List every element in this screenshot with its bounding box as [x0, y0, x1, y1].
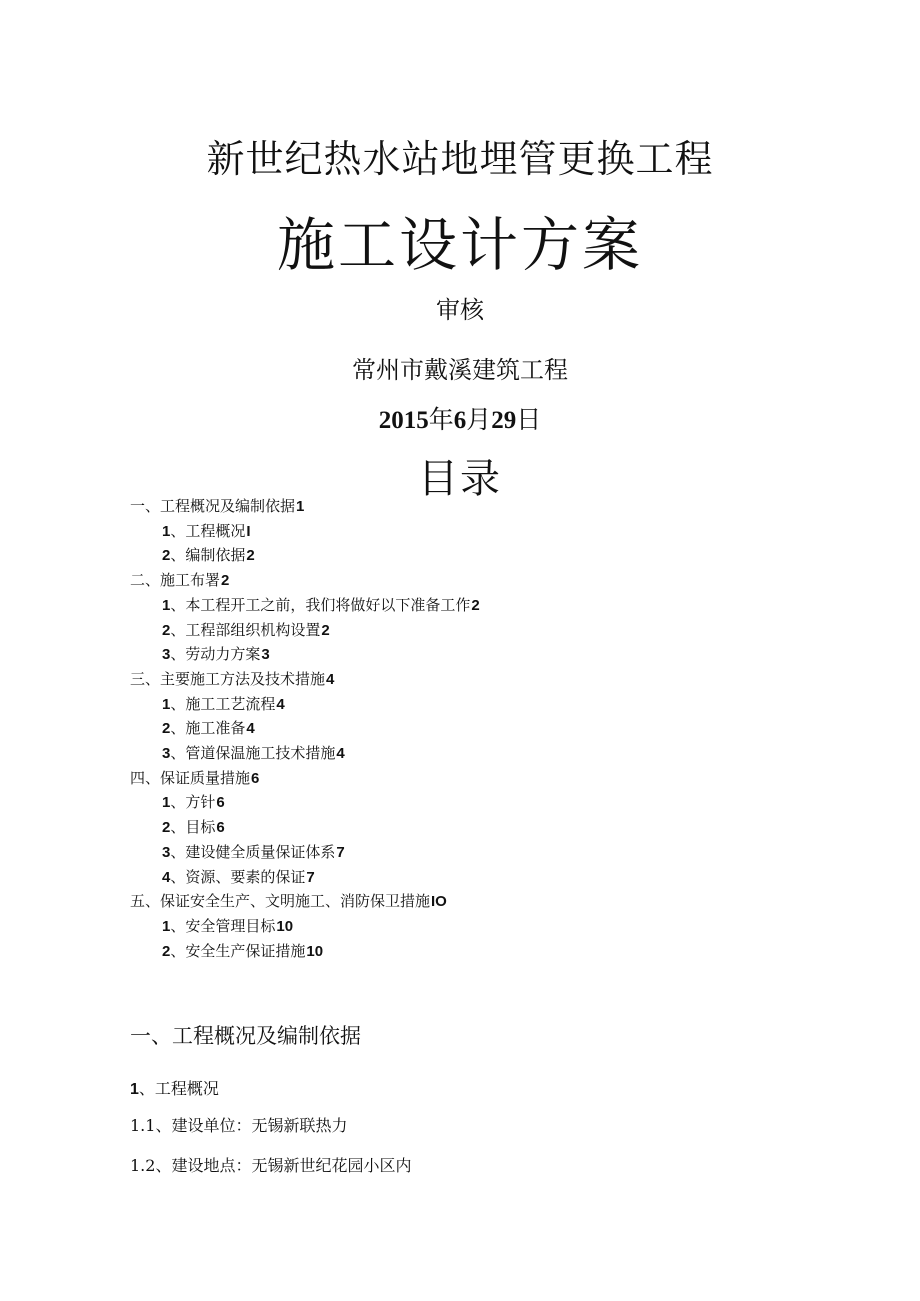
toc-entry-number: 1 — [162, 596, 171, 614]
date-day: 29 — [491, 407, 517, 434]
toc-entry-title: 、工程概况 — [170, 521, 246, 540]
toc-entry[interactable] — [162, 842, 345, 863]
toc-entry-page: 4 — [246, 720, 255, 738]
toc-entry[interactable] — [130, 768, 259, 789]
toc-entry[interactable] — [162, 941, 323, 962]
review-label: 审核 — [436, 296, 484, 324]
toc-entry-title: 二、施工布署 — [130, 571, 221, 590]
toc-entry-number: 1 — [162, 695, 171, 713]
toc-entry-page: IO — [431, 893, 447, 911]
toc-entry-number: 1 — [162, 522, 171, 540]
toc-entry-title: 三、主要施工方法及技术措施 — [130, 669, 326, 688]
toc-entry-page: 2 — [221, 572, 230, 590]
toc-entry-page: 2 — [246, 547, 255, 565]
toc-entry[interactable] — [162, 644, 270, 665]
toc-entry[interactable] — [162, 916, 293, 937]
document-date — [0, 400, 920, 436]
toc-entry[interactable] — [130, 669, 334, 690]
toc-entry[interactable] — [162, 545, 255, 566]
toc-entry-page: 10 — [306, 942, 324, 960]
toc-entry-title: 、本工程开工之前，我们将做好以下准备工作 — [170, 595, 471, 614]
toc-entry[interactable] — [162, 817, 225, 838]
toc-entry[interactable] — [130, 496, 304, 517]
toc-entry-title: 五、保证安全生产、文明施工、消防保卫措施 — [130, 892, 431, 911]
date-year-char: 年 — [428, 405, 454, 434]
toc-entry-title: 四、保证质量措施 — [130, 768, 251, 787]
toc-entry-number: 1 — [162, 794, 171, 812]
toc-entry-page: 3 — [261, 646, 270, 664]
toc-entry[interactable] — [162, 521, 251, 542]
toc-entry[interactable] — [162, 718, 255, 739]
toc-entry[interactable] — [130, 570, 229, 591]
toc-entry-page: 7 — [336, 843, 345, 861]
company-name: 常州市戴溪建筑工程 — [352, 356, 568, 384]
subsection-heading — [130, 1076, 219, 1099]
toc-entry-number: 2 — [162, 942, 171, 960]
section-heading: 一、工程概况及编制依据 — [130, 1024, 361, 1048]
toc-entry-title: 、目标 — [170, 818, 216, 837]
toc-entry-title: 、安全管理目标 — [170, 916, 276, 935]
toc-entry-number: 2 — [162, 547, 171, 565]
toc-entry[interactable] — [162, 620, 330, 641]
toc-entry-page: 2 — [321, 621, 330, 639]
toc-entry-title: 、建设健全质量保证体系 — [170, 842, 336, 861]
toc-entry[interactable] — [162, 694, 285, 715]
toc-entry-number: 2 — [162, 720, 171, 738]
date-year: 2015 — [378, 407, 429, 434]
toc-entry-title: 、工程部组织机构设置 — [170, 620, 321, 639]
toc-entry-number: 3 — [162, 843, 171, 861]
plan-title: 施工设计方案 — [276, 211, 643, 279]
toc-entry-page: 4 — [276, 695, 285, 713]
toc-entry-page: 10 — [276, 917, 294, 935]
date-month: 6 — [453, 407, 467, 434]
toc-entry-title: 、施工准备 — [170, 719, 246, 738]
toc-entry-page: 7 — [306, 868, 315, 886]
toc-title: 目录 — [418, 456, 502, 502]
toc-entry-number: 2 — [162, 621, 171, 639]
date-day-char: 日 — [516, 405, 542, 434]
toc-entry-page: 2 — [471, 596, 480, 614]
toc-entry[interactable] — [162, 867, 315, 888]
subsection-title: 、工程概况 — [138, 1079, 219, 1098]
toc-entry-number: 1 — [162, 917, 171, 935]
toc-entry[interactable] — [162, 743, 345, 764]
toc-entry[interactable] — [162, 595, 480, 616]
toc-entry-page: 6 — [216, 819, 225, 837]
toc-entry-number: 3 — [162, 745, 171, 762]
toc-entry-title: 、编制依据 — [170, 546, 246, 565]
toc-entry-number: 3 — [162, 646, 171, 664]
date-month-char: 月 — [466, 405, 492, 434]
toc-entry-number: 4 — [162, 868, 171, 886]
toc-entry-title: 、资源、要素的保证 — [170, 867, 306, 886]
toc-entry-title: 、管道保温施工技术措施 — [170, 744, 336, 762]
toc-entry-number: 2 — [162, 819, 171, 837]
toc-entry-page: 1 — [296, 498, 305, 515]
toc-entry-title: 、施工工艺流程 — [170, 694, 276, 713]
toc-entry-title: 、劳动力方案 — [170, 645, 261, 664]
project-title: 新世纪热水站地埋管更换工程 — [206, 137, 714, 181]
toc-entry-page: 6 — [216, 794, 225, 812]
toc-entry-page: 4 — [326, 670, 335, 688]
toc-entry-page: I — [246, 522, 251, 540]
subsection-number: 1 — [130, 1081, 139, 1098]
toc-entry[interactable] — [162, 792, 225, 813]
toc-entry[interactable] — [130, 891, 447, 912]
toc-entry-title: 、安全生产保证措施 — [170, 941, 306, 960]
toc-entry-page: 6 — [251, 769, 260, 787]
toc-entry-title: 一、工程概况及编制依据 — [130, 497, 296, 515]
toc-entry-title: 、方针 — [170, 793, 216, 812]
paragraph-item: 1.1、建设单位：无锡新联热力 — [130, 1116, 348, 1135]
paragraph-item: 1.2、建设地点：无锡新世纪花园小区内 — [130, 1156, 412, 1175]
toc-entry-page: 4 — [336, 745, 345, 762]
